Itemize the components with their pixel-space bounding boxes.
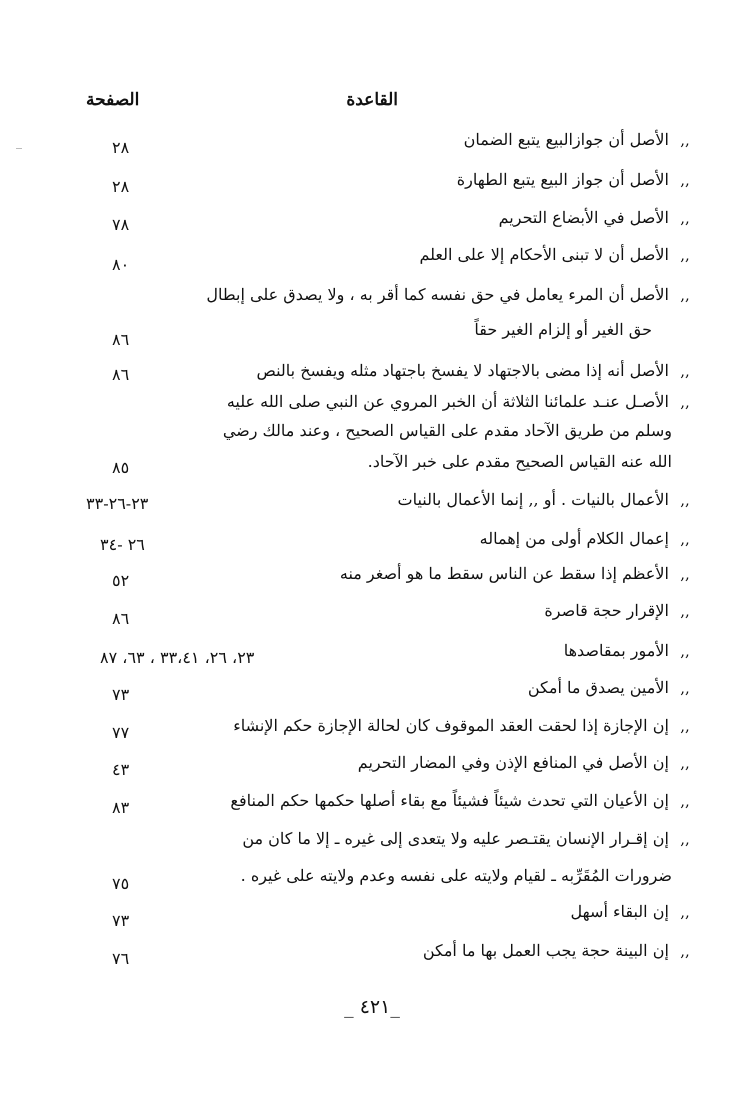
entry-text: الأصل في الأبضاع التحريم [498,208,669,227]
index-entry [398,490,696,509]
entry-page: ٢٣، ٢٦، ٣٣،٤١ ، ٦٣، ٨٧ [100,648,255,667]
ditto-mark: ,, [680,209,690,227]
entry-text: الأعظم إذا سقط عن الناس سقط ما هو أصغر منه [339,564,669,583]
entry-text: إعمال الكلام أولى من إهماله [479,529,669,548]
page-number: _٤٢١ _ [344,996,400,1018]
ditto-mark: ,, [680,491,690,509]
entry-text: الأصـل عنـد علمائنا الثلاثة أن الخبر المروي عن النبي صلى الله عليه [226,392,669,411]
entry-text: إن الإجازة إذا لحقت العقد الموقوف كان لحالة الإجازة حكم الإنشاء [233,716,669,735]
edge-mark [16,148,22,149]
ditto-mark: ,, [680,393,690,411]
column-header-page: الصفحة [86,90,140,110]
index-entry [499,208,696,227]
ditto-mark: ,, [680,754,690,772]
entry-text: الإقرار حجة قاصرة [544,601,669,620]
index-entry [544,601,696,620]
entry-text-continuation: وسلم من طريق الآحاد مقدم على القياس الصحيح ، وعند مالك رضي [222,421,672,440]
entry-page: ٧٧ [112,723,130,742]
ditto-mark: ,, [680,903,690,921]
entry-page: ٢٨ [112,138,130,157]
entry-page: ٨٦ [112,365,130,384]
index-entry [233,716,696,735]
entry-page: ٤٣ [112,760,130,779]
entry-text: الأمين يصدق ما أمكن [527,678,669,697]
ditto-mark: ,, [680,942,690,960]
entry-text: الأصل أن المرء يعامل في حق نفسه كما أقر به ، ولا يصدق على إبطال [206,285,669,304]
entry-page: ٧٣ [112,685,130,704]
index-entry [564,641,696,660]
ditto-mark: ,, [680,246,690,264]
ditto-mark: ,, [680,642,690,660]
ditto-mark: ,, [680,717,690,735]
entry-page: ٥٢ [112,571,130,590]
entry-page: ٧٥ [112,874,130,893]
entry-text: إن البقاء أسهل [570,902,669,921]
entry-page: ٨٣ [112,798,130,817]
ditto-mark: ,, [680,530,690,548]
ditto-mark: ,, [680,131,690,149]
entry-page: ٨٥ [112,458,130,477]
index-entry [480,529,696,548]
entry-text: الأصل أنه إذا مضى بالاجتهاد لا يفسخ باجتهاد مثله ويفسخ بالنص [256,361,669,380]
entry-page: ٢٦ -٣٤ [100,535,145,554]
index-entry [571,902,696,921]
entry-text: الأصل أن لا تبنى الأحكام إلا على العلم [419,245,669,264]
entry-page: ٢٨ [112,177,130,196]
ditto-mark: ,, [680,679,690,697]
entry-text-continuation: حق الغير أو إلزام الغير حقاً [474,320,652,339]
index-entry [242,829,696,848]
index-entry [423,941,696,960]
entry-text-continuation: ضرورات المُقَرِّبه ـ لقيام ولايته على نفسه وعدم ولايته على غيره . [240,866,672,885]
entry-page: ٨٦ [112,330,130,349]
ditto-mark: ,, [680,171,690,189]
index-entry [230,791,696,810]
index-entry [358,753,696,772]
ditto-mark: ,, [680,830,690,848]
index-entry [256,361,696,380]
ditto-mark: ,, [680,792,690,810]
ditto-mark: ,, [680,286,690,304]
index-entry [206,285,696,304]
ditto-mark: ,, [680,602,690,620]
index-entry [419,245,696,264]
entry-text: الأمور بمقاصدها [563,641,669,660]
ditto-mark: ,, [680,362,690,380]
entry-page: ٧٦ [112,949,130,968]
entry-page: ٧٨ [112,215,130,234]
entry-page: ٢٣-٢٦-٣٣ [86,494,149,513]
index-entry [528,678,696,697]
entry-text: الأعمال بالنيات . أو ,, إنما الأعمال بالنيات [397,490,669,509]
entry-text: إن إقـرار الإنسان يقتـصر عليه ولا يتعدى إلى غيره ـ إلا ما كان من [242,829,669,848]
entry-page: ٨٠ [112,255,130,274]
entry-page: ٧٣ [112,911,130,930]
entry-text-continuation: الله عنه القياس الصحيح مقدم على خبر الآحاد. [367,452,672,471]
index-entry [457,170,696,189]
index-entry [340,564,696,583]
column-header-rule: القاعدة [346,90,398,110]
entry-text: إن الأعيان التي تحدث شيئاً فشيئاً مع بقاء أصلها حكمها حكم المنافع [230,791,669,810]
entry-text: إن الأصل في المنافع الإذن وفي المضار التحريم [357,753,669,772]
ditto-mark: ,, [680,565,690,583]
entry-text: إن البينة حجة يجب العمل بها ما أمكن [422,941,669,960]
entry-text: الأصل أن جوازالبيع يتبع الضمان [463,130,669,149]
index-entry [227,392,696,411]
index-entry [464,130,696,149]
entry-text: الأصل أن جواز البيع يتبع الطهارة [456,170,669,189]
entry-page: ٨٦ [112,609,130,628]
